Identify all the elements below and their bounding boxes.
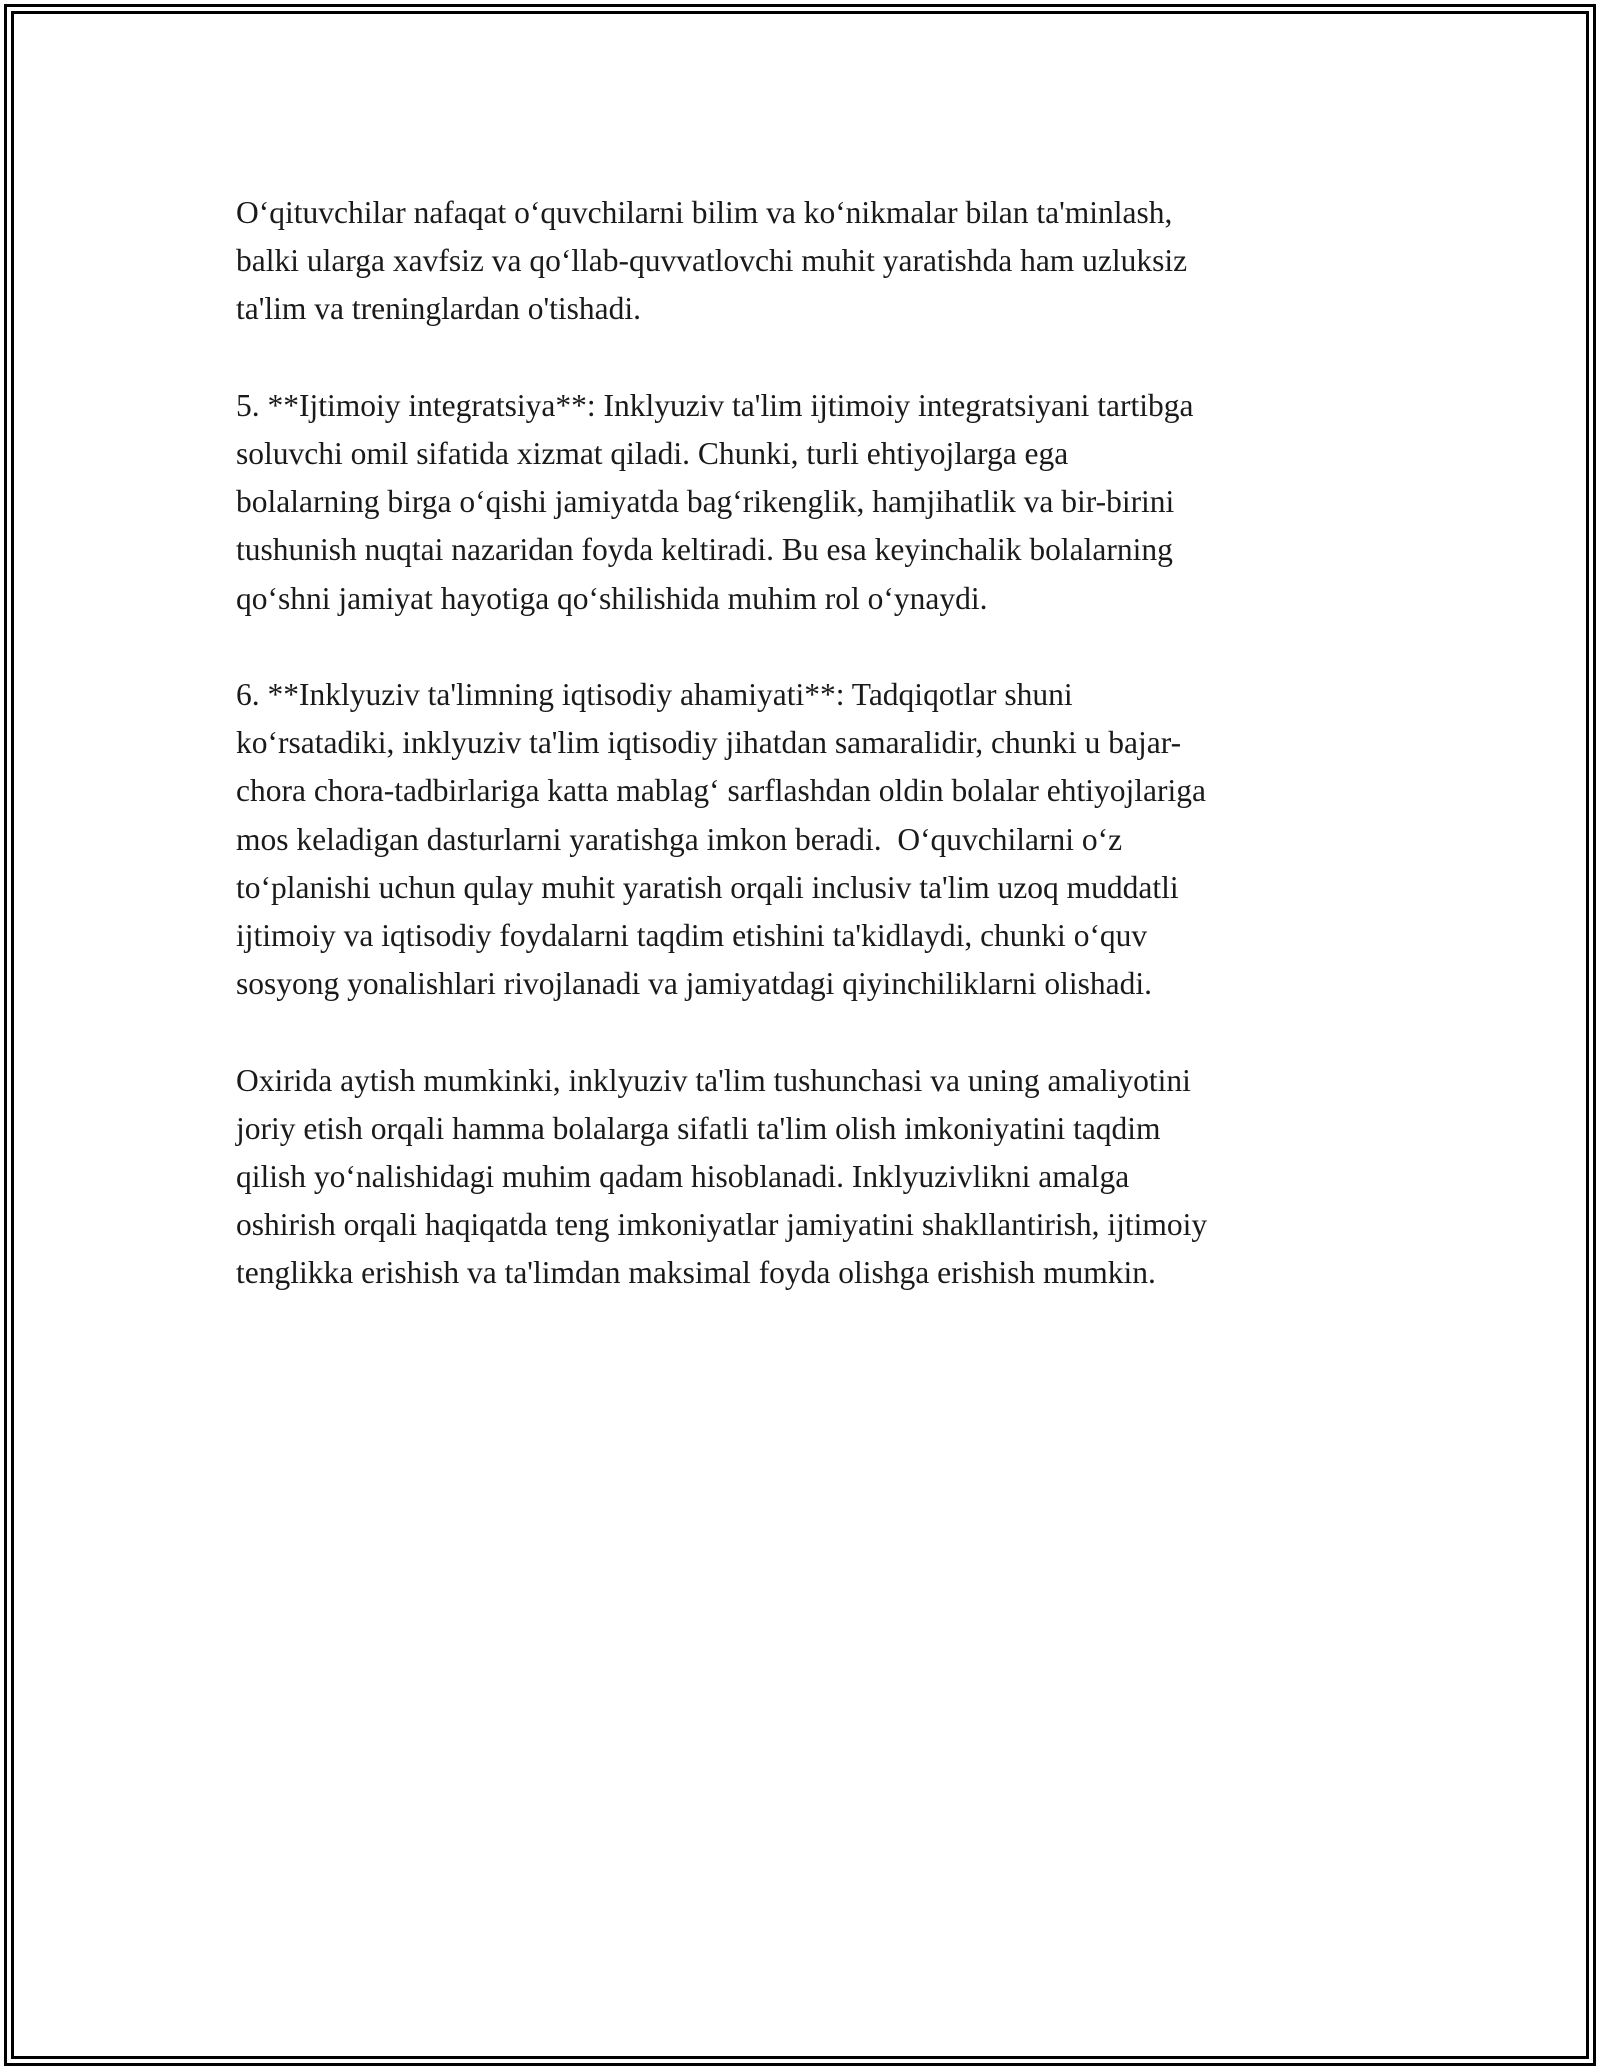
text-line: mos keladigan dasturlarni yaratishga imkon beradi. O‘quvchilarni o‘z xyxy=(236,821,1123,857)
text-line: sosyong yonalishlari rivojlanadi va jamiyatdagi qiyinchiliklarni olishadi. xyxy=(236,966,1152,1002)
text-line: ijtimoiy va iqtisodiy foydalarni taqdim etishini ta'kidlaydi, chunki o‘quv xyxy=(236,918,1148,954)
text-line: balki ularga xavfsiz va qo‘llab-quvvatlovchi muhit yaratishda ham uzluksiz xyxy=(236,243,1188,279)
text-line: joriy etish orqali hamma bolalarga sifatli ta'lim olish imkoniyatini taqdim xyxy=(236,1110,1161,1146)
text-line: qilish yo‘nalishidagi muhim qadam hisoblanadi. Inklyuzivlikni amalga xyxy=(236,1159,1130,1195)
text-line: qo‘shni jamiyat hayotiga qo‘shilishida muhim rol o‘ynaydi. xyxy=(236,580,988,616)
text-line: bolalarning birga o‘qishi jamiyatda bag‘rikenglik, hamjihatlik va bir-birini xyxy=(236,484,1175,520)
text-line: tushunish nuqtai nazaridan foyda keltiradi. Bu esa keyinchalik bolalarning xyxy=(236,532,1173,568)
text-line: ta'lim va treninglardan o'tishadi. xyxy=(236,291,641,327)
text-line: 5. **Ijtimoiy integratsiya**: Inklyuziv ta'lim ijtimoiy integratsiyani tartibga xyxy=(236,387,1194,423)
text-line: tenglikka erishish va ta'limdan maksimal foyda olishga erishish mumkin. xyxy=(236,1255,1156,1291)
paragraph-teachers-training xyxy=(236,189,1386,334)
text-line: Oxirida aytish mumkinki, inklyuziv ta'lim tushunchasi va uning amaliyotini xyxy=(236,1062,1191,1098)
text-line: soluvchi omil sifatida xizmat qiladi. Chunki, turli ehtiyojlarga ega xyxy=(236,436,1069,471)
paragraph-economic-importance xyxy=(236,671,1386,1008)
text-line: to‘planishi uchun qulay muhit yaratish orqali inclusiv ta'lim uzoq muddatli xyxy=(236,869,1179,905)
text-line: ko‘rsatadiki, inklyuziv ta'lim iqtisodiy jihatdan samaralidir, chunki u bajar- xyxy=(236,725,1182,761)
document-body xyxy=(236,189,1386,1346)
text-line: oshirish orqali haqiqatda teng imkoniyatlar jamiyatini shakllantirish, ijtimoiy xyxy=(236,1207,1208,1243)
paragraph-conclusion xyxy=(236,1057,1386,1298)
text-line: chora chora-tadbirlariga katta mablag‘ sarflashdan oldin bolalar ehtiyojlariga xyxy=(236,773,1206,809)
text-line: 6. **Inklyuziv ta'limning iqtisodiy ahamiyati**: Tadqiqotlar shuni xyxy=(236,677,1073,712)
text-line: O‘qituvchilar nafaqat o‘quvchilarni bilim va ko‘nikmalar bilan ta'minlash, xyxy=(236,195,1173,230)
paragraph-social-integration xyxy=(236,382,1386,623)
